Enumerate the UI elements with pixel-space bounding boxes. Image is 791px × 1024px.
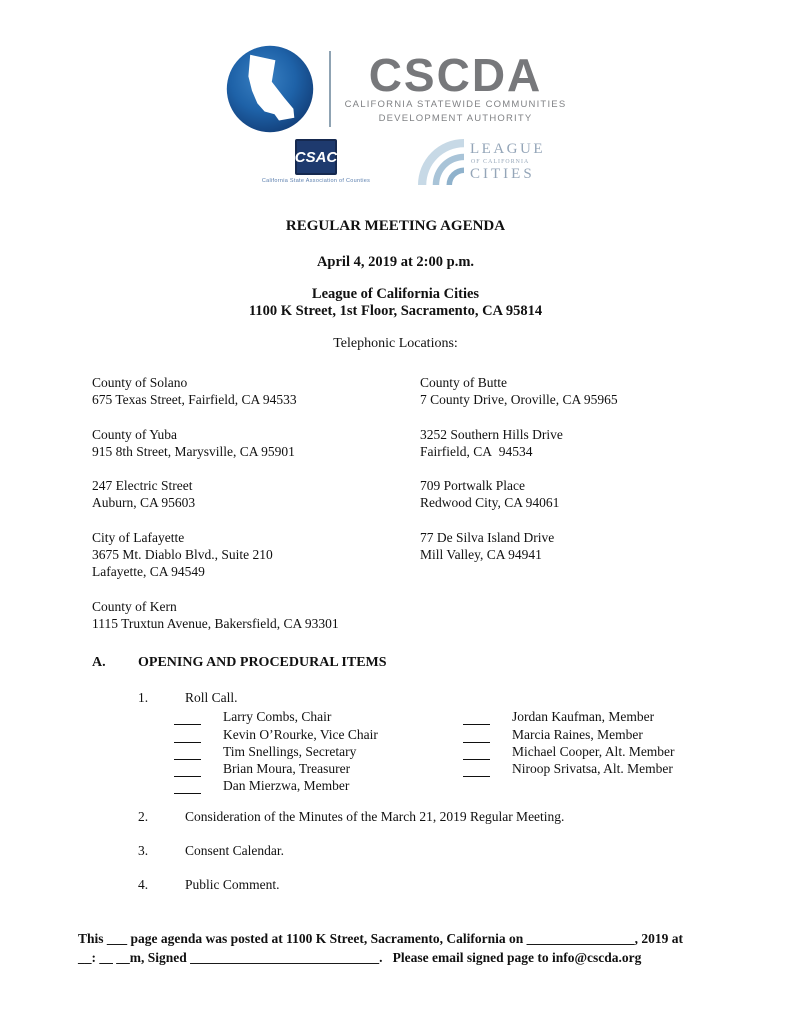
location-line: County of Yuba <box>92 426 177 442</box>
cscda-logo-text <box>344 49 567 126</box>
location-block <box>92 374 339 409</box>
locations-left-column <box>92 374 339 649</box>
roll-call-name: Tim Snellings, Secretary <box>223 743 357 759</box>
cscda-subtitle-2: DEVELOPMENT AUTHORITY <box>378 113 533 124</box>
item-number: 2. <box>138 809 149 824</box>
roll-call-row <box>174 708 378 725</box>
posting-notice-line-1: This ___ page agenda was posted at 1100 K Street, Sacramento, California on ________________, 2019 at <box>78 931 684 946</box>
section-title: OPENING AND PROCEDURAL ITEMS <box>138 655 387 670</box>
location-line: City of Lafayette <box>92 529 185 545</box>
section-letter: A. <box>92 655 106 670</box>
roll-call-row <box>463 760 675 777</box>
locations-right-column <box>420 374 618 580</box>
roll-call-name: Brian Moura, Treasurer <box>223 761 351 777</box>
location-line: County of Kern <box>92 598 177 614</box>
csac-acronym: CSAC <box>295 139 337 175</box>
roll-call-name: Larry Combs, Chair <box>223 709 332 725</box>
item-text: Consideration of the Minutes of the March 21, 2019 Regular Meeting. <box>185 809 565 824</box>
roll-call-blank-line <box>174 729 201 743</box>
agenda-item-3 <box>138 843 284 859</box>
csac-logo <box>246 139 386 184</box>
location-line: Auburn, CA 95603 <box>92 495 196 511</box>
item-number: 1. <box>138 690 149 705</box>
league-logo-text <box>470 142 545 182</box>
roll-call-blank-line <box>463 763 490 777</box>
roll-call-row <box>463 725 675 742</box>
league-swoosh-icon <box>418 139 464 185</box>
location-line: 915 8th Street, Marysville, CA 95901 <box>92 443 295 459</box>
meeting-title: REGULAR MEETING AGENDA <box>285 218 506 234</box>
location-line: 247 Electric Street <box>92 478 193 494</box>
roll-call-row <box>174 725 378 742</box>
roll-call-name: Dan Mierzwa, Member <box>223 778 350 794</box>
item-text: Roll Call. <box>185 690 238 705</box>
cscda-logo <box>0 44 791 134</box>
roll-call-row <box>463 708 675 725</box>
california-globe-icon <box>225 44 315 134</box>
roll-call-blank-line <box>174 746 201 760</box>
location-line: County of Solano <box>92 375 188 390</box>
telephonic-label: Telephonic Locations: <box>333 336 458 351</box>
roll-call-row <box>174 777 378 794</box>
posting-notice-line-2: __: __ __m, Signed ____________________________. Please email signed page to info@cscda.org <box>78 950 642 965</box>
location-block <box>420 374 618 409</box>
location-line: County of Butte <box>420 375 507 390</box>
meeting-datetime: April 4, 2019 at 2:00 p.m. <box>316 254 475 270</box>
league-line-1: LEAGUE <box>470 141 545 157</box>
roll-call-blank-line <box>174 763 201 777</box>
roll-call-name: Marcia Raines, Member <box>512 726 643 742</box>
location-line: Fairfield, CA 94534 <box>420 443 533 459</box>
roll-call-blank-line <box>174 711 201 725</box>
location-line: 7 County Drive, Oroville, CA 95965 <box>420 392 618 408</box>
location-line: 675 Texas Street, Fairfield, CA 94533 <box>92 392 297 408</box>
location-block <box>92 598 339 633</box>
location-line: Mill Valley, CA 94941 <box>420 547 542 563</box>
agenda-item-4 <box>138 877 280 893</box>
location-line: Lafayette, CA 94549 <box>92 564 205 580</box>
location-line: 3252 Southern Hills Drive <box>420 426 563 442</box>
location-line: Redwood City, CA 94061 <box>420 495 560 511</box>
roll-call-name: Kevin O’Rourke, Vice Chair <box>223 726 378 742</box>
roll-call-blank-line <box>463 729 490 743</box>
roll-call-left-column <box>174 708 378 794</box>
location-block <box>420 426 618 461</box>
venue-address: 1100 K Street, 1st Floor, Sacramento, CA 95814 <box>248 303 543 319</box>
partner-logos-row <box>0 139 791 185</box>
roll-call-blank-line <box>174 780 201 794</box>
roll-call-blank-line <box>463 746 490 760</box>
posting-notice <box>78 929 726 967</box>
agenda-item-1 <box>138 690 238 706</box>
league-line-2: OF CALIFORNIA <box>471 159 530 165</box>
location-block <box>420 477 618 512</box>
location-line: 3675 Mt. Diablo Blvd., Suite 210 <box>92 547 273 563</box>
item-text: Consent Calendar. <box>185 843 284 858</box>
roll-call-name: Niroop Srivatsa, Alt. Member <box>512 761 673 777</box>
location-block <box>420 529 618 564</box>
location-block <box>92 426 339 461</box>
venue-name: League of California Cities <box>311 286 480 302</box>
location-line: 77 De Silva Island Drive <box>420 529 555 545</box>
roll-call-blank-line <box>463 711 490 725</box>
logo-divider <box>329 51 331 127</box>
roll-call-name: Michael Cooper, Alt. Member <box>512 743 675 759</box>
cscda-subtitle-1: CALIFORNIA STATEWIDE COMMUNITIES <box>344 99 567 111</box>
roll-call-row <box>174 743 378 760</box>
roll-call-name: Jordan Kaufman, Member <box>512 709 655 725</box>
location-line: 1115 Truxtun Avenue, Bakersfield, CA 93301 <box>92 615 339 631</box>
location-block <box>92 477 339 512</box>
league-of-california-cities-logo <box>418 139 545 185</box>
cscda-acronym: CSCDA <box>368 49 543 102</box>
item-text: Public Comment. <box>185 877 280 892</box>
item-number: 4. <box>138 877 149 892</box>
section-a-heading <box>92 655 387 671</box>
csac-caption: California State Association of Counties <box>261 178 371 184</box>
league-line-3: CITIES <box>470 166 535 182</box>
location-block <box>92 529 339 581</box>
roll-call-row <box>463 743 675 760</box>
location-line: 709 Portwalk Place <box>420 478 525 494</box>
roll-call-row <box>174 760 378 777</box>
item-number: 3. <box>138 843 149 858</box>
agenda-item-2 <box>138 809 564 825</box>
roll-call-right-column <box>463 708 675 777</box>
